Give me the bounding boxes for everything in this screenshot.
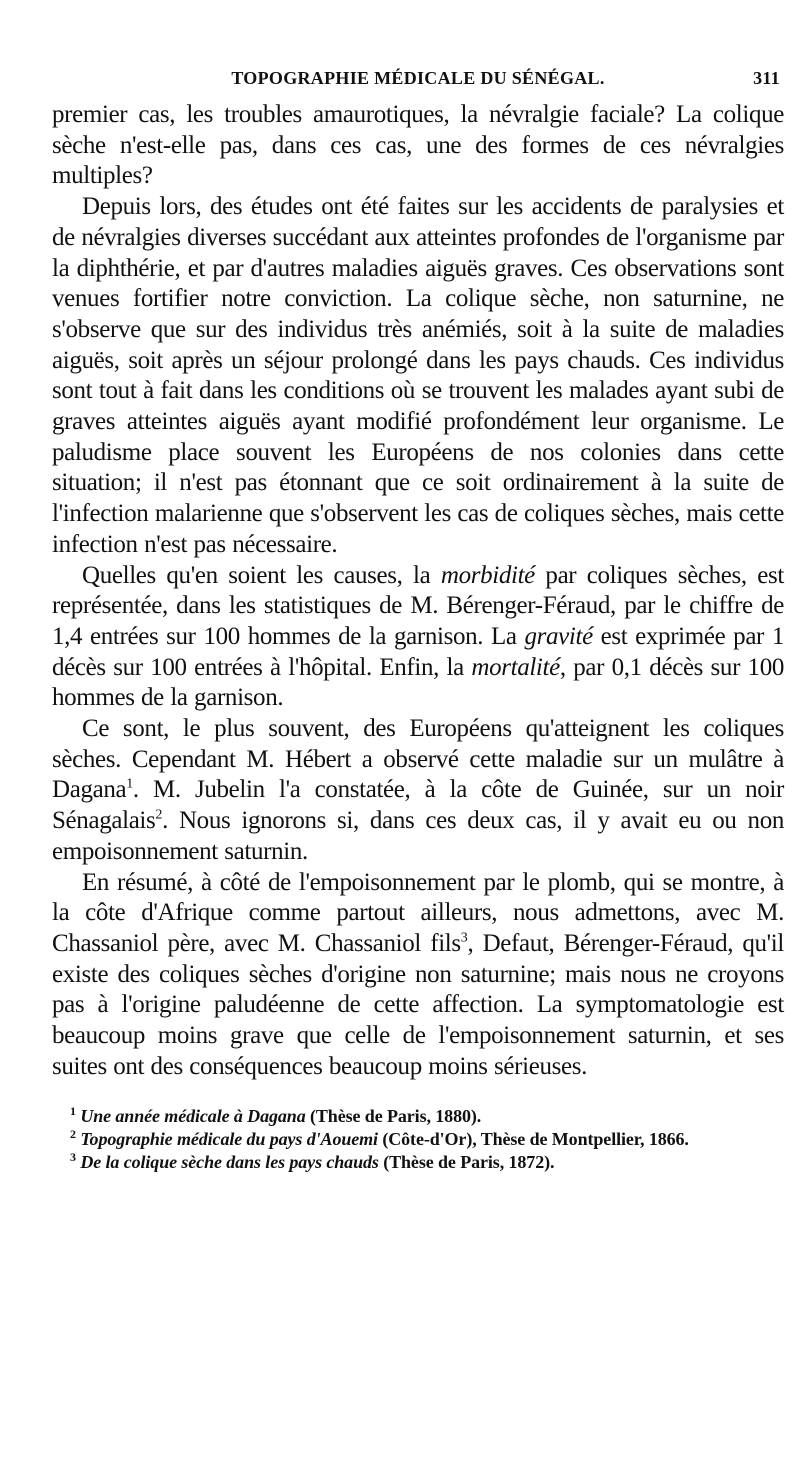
footnote-marker-3: 3	[70, 1149, 76, 1164]
main-text	[52, 100, 784, 1083]
paragraph-4-part-c: . Nous ignorons si, dans ces deux cas, il y avait eu ou non empoisonnement saturnin.	[52, 807, 784, 865]
paragraph-2: Depuis lors, des études ont été faites sur les accidents de paralysies et de névralgies diverses succédant aux atteintes profondes de l'organisme par la diphthérie, et par d'autres maladies aiguës graves. Ces observations sont venues fortifier notre conviction. La colique sèche, non saturnine, ne s'observe que sur des individus très anémiés, soit à la suite de maladies aiguës, soit après un séjour prolongé dans les pays chauds. Ces individus sont tout à fait dans les conditions où se trouvent les malades ayant subi de graves atteintes aiguës ayant modifié profondément leur organisme. Le paludisme place souvent les Européens de nos colonies dans cette situation; il n'est pas étonnant que ce soit ordinairement à la suite de l'infection malarienne que s'observent les cas de coliques sèches, mais cette infection n'est pas nécessaire.	[52, 193, 784, 558]
term-morbidite: morbidité	[440, 561, 535, 589]
paragraph-3-part-b: par coliques sèches, est représentée, dans les statistiques de M. Bérenger-Féraud, par le chiffre de 1,4 entrées sur 100 hommes de la garnison. La	[52, 561, 784, 650]
footnotes	[52, 1105, 784, 1174]
footnote-1	[52, 1105, 784, 1128]
paragraph-3-part-a: Quelles qu'en soient les causes, la	[82, 561, 441, 589]
term-mortalite: mortalité	[471, 653, 560, 681]
paragraph-5-part-a: En résumé, à côté de l'empoisonnement par le plomb, qui se montre, à la côte d'Afrique comme partout ailleurs, nous admettons, avec M. Chassaniol père, avec M. Chassaniol fils	[52, 868, 784, 957]
footnote-2	[52, 1128, 784, 1151]
paragraph-5-part-b: , Defaut, Bérenger-Féraud, qu'il existe des coliques sèches d'origine non saturnine; mais nous ne croyons pas à l'origine paludéenne de cette affection. La symptomatologie est beaucoup moins grave que celle de l'empoisonnement saturnin, et ses suites ont des conséquences beaucoup moins sérieuses.	[52, 929, 784, 1080]
footnote-2-rest: (Côte-d'Or), Thèse de Montpellier, 1866.	[377, 1128, 689, 1149]
term-gravite: gravité	[524, 622, 593, 650]
running-header	[52, 64, 784, 100]
paragraph-5	[52, 868, 784, 1083]
footnote-1-title: Une année médicale à Dagana	[80, 1105, 306, 1126]
running-title: TOPOGRAPHIE MÉDICALE DU SÉNÉGAL.	[231, 68, 605, 88]
page-number: 311	[753, 68, 780, 88]
footnote-1-rest: (Thèse de Paris, 1880).	[305, 1105, 482, 1126]
footnote-ref-3[interactable]: 3	[460, 930, 468, 946]
footnote-3	[52, 1151, 784, 1174]
footnote-ref-2[interactable]: 2	[155, 807, 163, 823]
paragraph-4	[52, 714, 784, 868]
footnote-marker-1: 1	[70, 1103, 76, 1118]
paragraph-4-part-a: Ce sont, le plus souvent, des Européens qu'atteignent les coliques sèches. Cependant M. Hébert a observé cette maladie sur un mulâtre à Dagana	[52, 715, 784, 804]
paragraph-1: premier cas, les troubles amaurotiques, la névralgie faciale? La colique sèche n'est-elle pas, dans ces cas, une des formes de ces névralgies multiples?	[52, 101, 784, 190]
book-page	[52, 64, 784, 1174]
footnote-3-rest: (Thèse de Paris, 1872).	[378, 1151, 555, 1172]
footnote-ref-1[interactable]: 1	[126, 777, 133, 793]
paragraph-3-part-c: est exprimée par 1 décès sur 100 entrées à l'hôpital. Enfin, la	[52, 622, 784, 681]
paragraph-3	[52, 561, 784, 715]
footnote-3-title: De la colique sèche dans les pays chauds	[80, 1151, 379, 1172]
paragraph-3-part-d: , par 0,1 décès sur 100 hommes de la garnison.	[52, 653, 784, 712]
footnote-marker-2: 2	[70, 1126, 76, 1141]
paragraph-4-part-b: . M. Jubelin l'a constatée, à la côte de Guinée, sur un noir Sénagalais	[52, 776, 784, 835]
footnote-2-title: Topographie médicale du pays d'Aouemi	[80, 1128, 378, 1149]
